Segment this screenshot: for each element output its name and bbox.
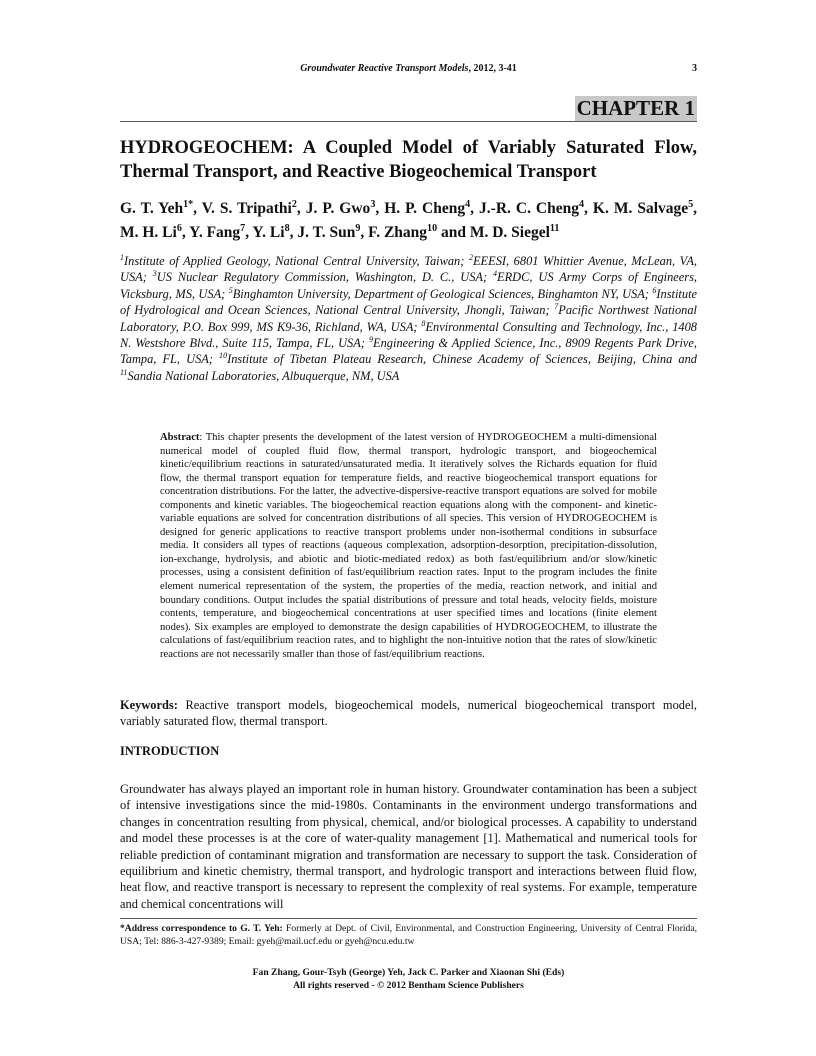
affiliation-number: 4 xyxy=(493,269,498,279)
author-affiliation-mark: 3 xyxy=(370,198,376,210)
author-affiliation-mark: 9 xyxy=(355,222,361,234)
affiliation-text: Engineering & Applied Science, Inc., 8909 Regents Park Drive, Tampa, FL, USA; xyxy=(120,336,697,367)
header-divider xyxy=(120,121,697,122)
journal-citation xyxy=(120,63,697,74)
author-affiliation-mark: 4 xyxy=(579,198,585,210)
author-separator: , xyxy=(181,224,190,241)
author-name: H. P. Cheng xyxy=(384,200,466,217)
affiliation-number: 3 xyxy=(152,269,157,279)
chapter-title: HYDROGEOCHEM: A Coupled Model of Variably Saturated Flow, Thermal Transport, and Reactive Biogeochemical Transport xyxy=(120,138,697,182)
author-name: Y. Li xyxy=(252,224,285,241)
affiliation-text: US Nuclear Regulatory Commission, Washington, D. C., USA; xyxy=(156,270,493,285)
author-name: G. T. Yeh xyxy=(120,200,184,217)
author-separator: , xyxy=(375,200,385,217)
keywords-label: Keywords: xyxy=(120,698,178,712)
author-affiliation-mark: 7 xyxy=(240,222,246,234)
author-separator: , xyxy=(193,200,202,217)
affiliation-number: 10 xyxy=(219,351,228,361)
affiliation-number: 7 xyxy=(554,302,559,312)
affiliation-text: Environmental Consulting and Technology, Inc., 1408 N. Westshore Blvd., Suite 115, Tampa, FL, USA; xyxy=(120,319,697,351)
author-name: V. S. Tripathi xyxy=(201,200,292,217)
author-separator: , xyxy=(296,200,306,217)
author-affiliation-mark: 1* xyxy=(183,198,194,210)
affiliation-text: Binghamton University, Department of Geological Sciences, Binghamton NY, USA; xyxy=(232,286,653,301)
affiliation-number: 11 xyxy=(120,367,128,377)
introduction-paragraph: Groundwater has always played an important role in human history. Groundwater contamination has been a subject of intensive investigations since the mid-1980s. Contaminants in the environment undergo transformations and changes in concentration resulting from physical, chemical, and/or biological processes. A capability to understand and model these processes is at the core of water-quality management [1]. Mathematical and numerical tools for reliable prediction of contaminant migration and transformation are necessary to support the task. Consideration of equilibrium and kinetic chemistry, thermal transport, and hydrologic transport and interactions between fluid flow, heat flow, and reactive transport is necessary to represent the complexity of real systems. For example, temperature and chemical concentrations will xyxy=(120,782,697,911)
footnote-label: *Address correspondence to G. T. Yeh: xyxy=(120,923,283,934)
keywords-text: Reactive transport models, biogeochemical models, numerical biogeochemical transport model, variably saturated flow, thermal transport. xyxy=(120,698,697,729)
page-number: 3 xyxy=(692,63,697,74)
author-name: K. M. Salvage xyxy=(592,200,689,217)
author-separator: , xyxy=(693,200,698,217)
author-affiliation-mark: 10 xyxy=(427,222,438,234)
journal-info: , 2012, 3-41 xyxy=(468,63,517,74)
author-affiliation-mark: 6 xyxy=(176,222,182,234)
affiliation-number: 5 xyxy=(228,285,233,295)
author-separator: , xyxy=(584,200,593,217)
author-name: J. T. Sun xyxy=(297,224,356,241)
affiliation-number: 8 xyxy=(421,318,426,328)
footnote-text: Formerly at Dept. of Civil, Environmental, and Construction Engineering, University of Central Florida, USA; Tel: 886-3-427-9389; Email: gyeh@mail.ucf.edu or gyeh@ncu.edu.tw xyxy=(120,923,698,947)
author-name: J. P. Gwo xyxy=(305,200,371,217)
affiliation-text: Institute of Applied Geology, National Central University, Taiwan; xyxy=(124,254,469,268)
abstract-label: Abstract xyxy=(160,432,200,443)
affiliation-number: 9 xyxy=(369,334,374,344)
keywords xyxy=(120,697,697,730)
abstract-text: : This chapter presents the development of the latest version of HYDROGEOCHEM a multi-dimensional numerical model of coupled fluid flow, thermal transport, hydrologic transport, and biogeochemical kinetic/equilibrium reactions in saturated/unsaturated media. It iteratively solves the Richards equation for fluid flow, the thermal transport equation for temperature fields, and reactive biogeochemical transport equations for concentration distributions. For the latter, the advective-dispersive-reactive transport equations are solved for mobile components and kinetic variables. The biogeochemical reaction equations along with the component- and kinetic-variable equations are solved for concentration distributions of all species. This version of HYDROGEOCHEM is designed for generic applications to reactive transport problems under non-isothermal conditions in subsurface media. It considers all types of reactions (aqueous complexation, adsorption-desorption, precipitation-dissolution, ion-exchange, hydrolysis, and abiotic and biotic-mediated redox) as both fast/equilibrium and/or slow/kinetic processes, using a consistent definition of fast/equilibrium reaction rates. Input to the program includes the finite element numerical representation of the system, the properties of the media, reaction network, and initial and boundary conditions. Output includes the spatial distributions of pressure and total heads, velocity fields, moisture contents, temperature, and biogeochemical concentrations at user specified times and locations (finite element nodes). Six examples are employed to demonstrate the design capabilities of HYDROGEOCHEM, to illustrate the calculations of fast/equilibrium reaction rates, and to highlight the non-intuitive notion that the rates of slow/kinetic reactions are not necessarily smaller than those of fast/equilibrium reactions. xyxy=(160,432,657,660)
affiliation-text: Pacific Northwest National Laboratory, P.O. Box 999, MS K9-36, Richland, WA, USA; xyxy=(120,303,697,334)
author-affiliation-mark: 5 xyxy=(688,198,694,210)
author-name: M. H. Li xyxy=(120,224,177,241)
affiliation-text: Institute of Hydrological and Ocean Sciences, National Central University, Jhongli, Taiwan; xyxy=(120,286,698,318)
author-name: M. D. Siegel xyxy=(469,224,550,241)
author-separator: , xyxy=(289,224,298,241)
affiliation-text: Institute of Tibetan Plateau Research, Chinese Academy of Sciences, Beijing, China and xyxy=(227,352,697,367)
author-list xyxy=(120,197,697,245)
author-affiliation-mark: 11 xyxy=(549,222,560,234)
journal-title: Groundwater Reactive Transport Models xyxy=(300,63,469,74)
correspondence-footnote xyxy=(120,922,697,948)
author-affiliation-mark: 8 xyxy=(284,222,290,234)
author-name: J.-R. C. Cheng xyxy=(479,200,579,217)
affiliation-list xyxy=(120,253,697,384)
affiliation-number: 6 xyxy=(652,285,657,295)
author-name: Y. Fang xyxy=(189,224,241,241)
author-separator: and xyxy=(437,224,470,241)
footnote-divider xyxy=(120,918,697,919)
author-affiliation-mark: 2 xyxy=(291,198,297,210)
author-separator: , xyxy=(470,200,480,217)
section-heading-introduction: INTRODUCTION xyxy=(120,744,220,758)
affiliation-text: Sandia National Laboratories, Albuquerque, NM, USA xyxy=(127,368,400,383)
page-footer xyxy=(120,966,697,992)
chapter-label: CHAPTER 1 xyxy=(576,96,695,120)
affiliation-text: ERDC, US Army Corps of Engineers, Vicksburg, MS, USA; xyxy=(120,270,698,301)
author-separator: , xyxy=(245,224,253,241)
author-name: F. Zhang xyxy=(368,224,428,241)
affiliation-text: EEESI, 6801 Whittier Avenue, McLean, VA, USA; xyxy=(120,254,697,285)
affiliation-number: 1 xyxy=(120,252,125,262)
affiliation-number: 2 xyxy=(468,252,473,262)
editors-line: Fan Zhang, Gour-Tsyh (George) Yeh, Jack C. Parker and Xiaonan Shi (Eds) xyxy=(252,967,565,978)
author-separator: , xyxy=(360,224,369,241)
copyright-line: All rights reserved - © 2012 Bentham Science Publishers xyxy=(293,980,524,991)
abstract xyxy=(160,431,657,661)
author-affiliation-mark: 4 xyxy=(465,198,471,210)
